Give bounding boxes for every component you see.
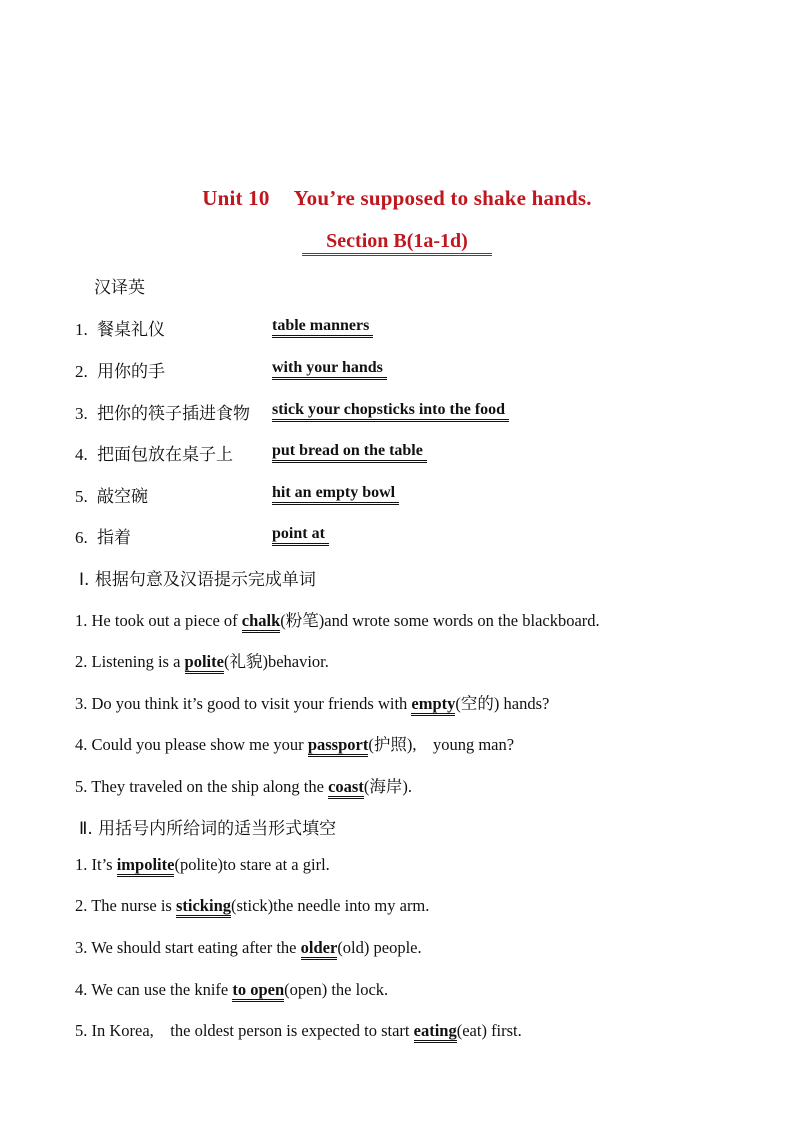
unit-label: Unit 10 (202, 186, 270, 210)
exercise-sentence: 4. Could you please show me your passport(护照), young man? (75, 731, 514, 755)
exercise-sentence: 3. We should start eating after the older(old) people. (75, 938, 422, 958)
exercise-sentence: 1. It’s impolite(polite)to stare at a girl. (75, 855, 330, 875)
vocab-item: 2. 用你的手 (75, 362, 165, 382)
exercise-sentence: 4. We can use the knife to open(open) the lock. (75, 980, 388, 1000)
vocab-answer: put bread on the table (272, 442, 427, 463)
answer-blank: chalk (242, 611, 281, 633)
answer-blank: impolite (117, 855, 175, 877)
vocab-heading: 汉译英 (94, 278, 145, 298)
answer-blank: to open (232, 980, 284, 1002)
page-title (0, 186, 794, 211)
vocab-answer: with your hands (272, 359, 387, 380)
answer-blank: older (301, 938, 338, 960)
exercise-sentence: 5. In Korea, the oldest person is expected to start eating(eat) first. (75, 1021, 522, 1041)
vocab-answer: hit an empty bowl (272, 484, 399, 505)
exercise-sentence: 5. They traveled on the ship along the coast(海岸). (75, 773, 412, 797)
vocab-answer: stick your chopsticks into the food (272, 401, 509, 422)
vocab-item: 4. 把面包放在桌子上 (75, 445, 233, 465)
answer-blank: eating (414, 1021, 457, 1043)
vocab-item: 6. 指着 (75, 528, 131, 548)
vocab-item: 3. 把你的筷子插进食物 (75, 404, 250, 424)
section-subtitle (0, 229, 794, 256)
vocab-answer: table manners (272, 317, 373, 338)
answer-blank: sticking (176, 896, 231, 918)
answer-blank: polite (185, 652, 224, 674)
exercise-sentence: 1. He took out a piece of chalk(粉笔)and wrote some words on the blackboard. (75, 607, 600, 631)
answer-blank: empty (411, 694, 455, 716)
unit-title: You’re supposed to shake hands. (293, 186, 592, 210)
answer-blank: coast (328, 777, 364, 799)
vocab-item: 1. 餐桌礼仪 (75, 320, 165, 340)
section1-heading: Ⅰ. 根据句意及汉语提示完成单词 (79, 570, 316, 590)
exercise-sentence: 3. Do you think it’s good to visit your friends with empty(空的) hands? (75, 690, 549, 714)
answer-blank: passport (308, 735, 369, 757)
subtitle-text: Section B(1a-1d) (302, 229, 492, 256)
vocab-answer: point at (272, 525, 329, 546)
exercise-sentence: 2. Listening is a polite(礼貌)behavior. (75, 648, 329, 672)
exercise-sentence: 2. The nurse is sticking(stick)the needle into my arm. (75, 896, 429, 916)
section2-heading: Ⅱ. 用括号内所给词的适当形式填空 (79, 819, 337, 839)
vocab-item: 5. 敲空碗 (75, 487, 148, 507)
